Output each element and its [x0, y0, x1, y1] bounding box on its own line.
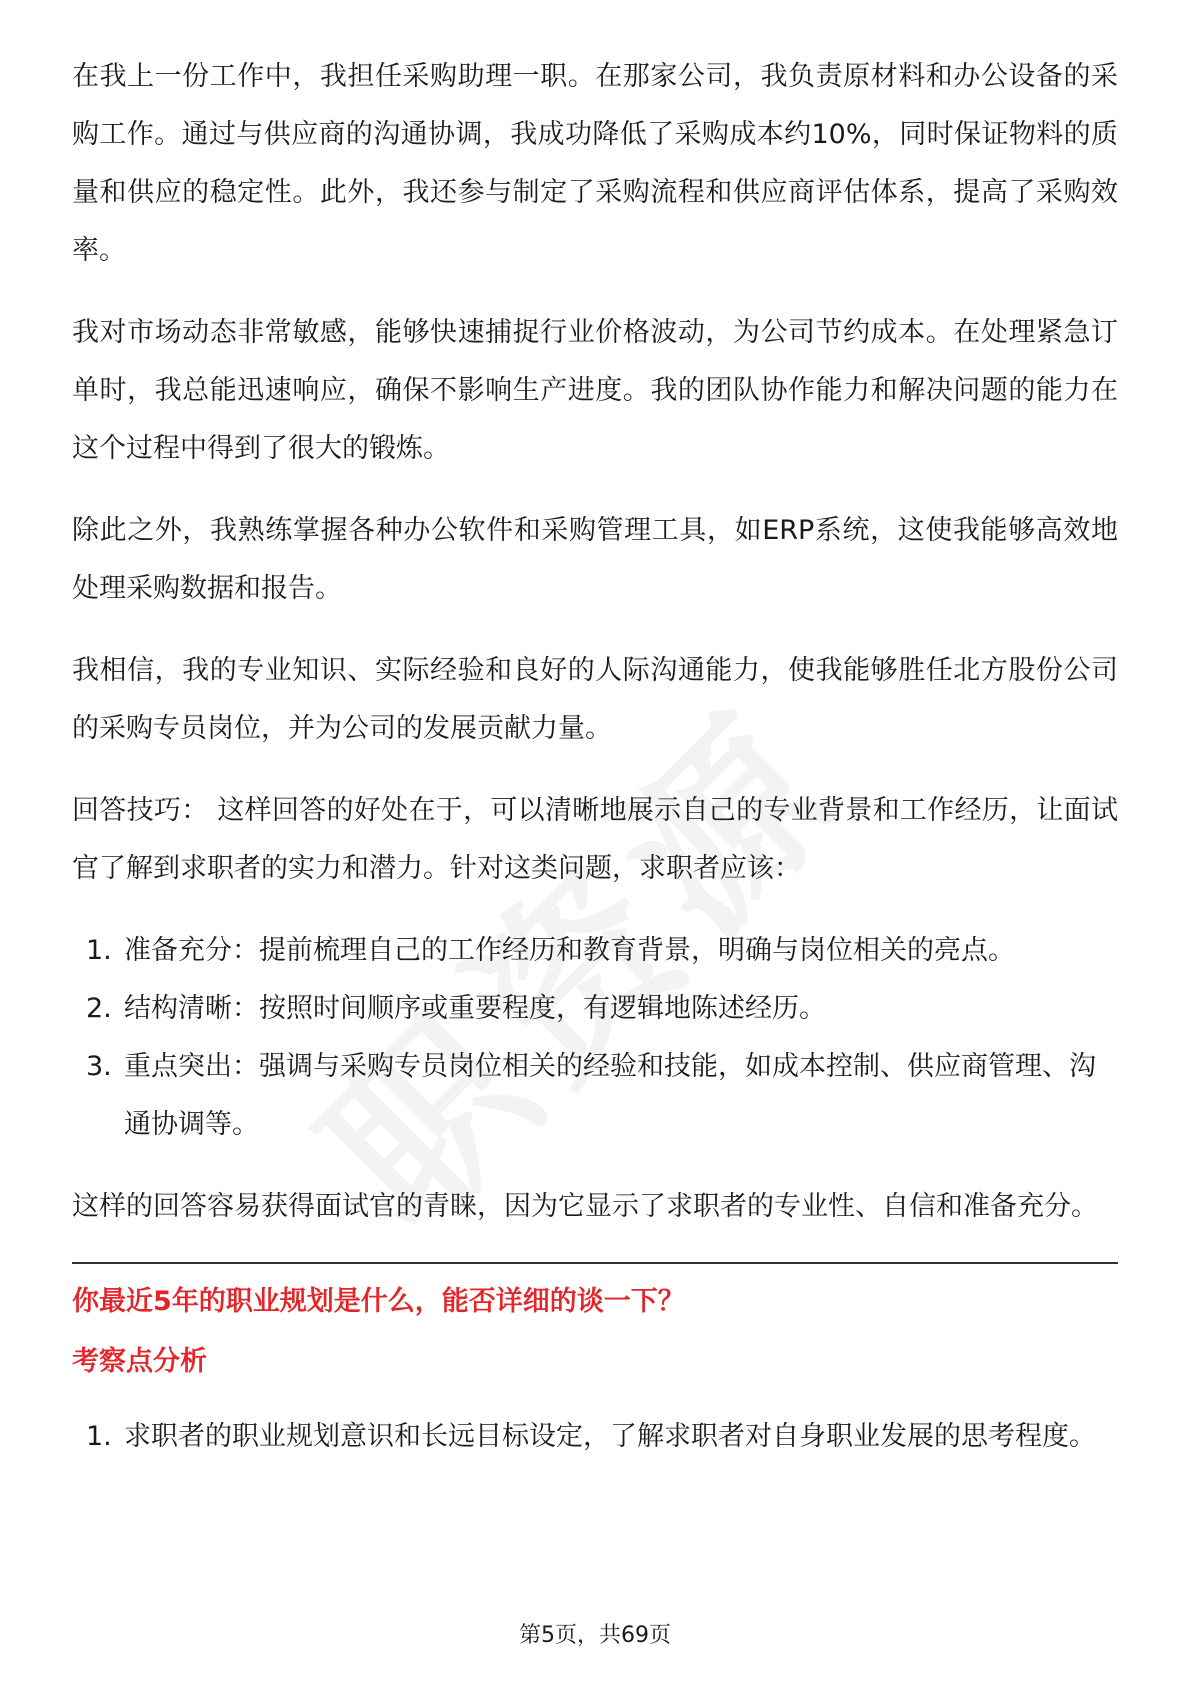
list-item	[72, 1038, 1118, 1154]
list-text: 重点突出：强调与采购专员岗位相关的经验和技能，如成本控制、供应商管理、沟通协调等。	[124, 1051, 1096, 1140]
list-item	[72, 1408, 1118, 1466]
list-number: 1.	[86, 935, 112, 966]
list-number: 2.	[86, 993, 112, 1024]
paragraph-answer-tips: 回答技巧： 这样回答的好处在于，可以清晰地展示自己的专业背景和工作经历，让面试官了解到求职者的实力和潜力。针对这类问题，求职者应该：	[72, 795, 1118, 884]
list-text: 求职者的职业规划意识和长远目标设定，了解求职者对自身职业发展的思考程度。	[124, 1421, 1096, 1452]
tips-list	[72, 922, 1118, 1154]
paragraph-skills: 除此之外，我熟练掌握各种办公软件和采购管理工具，如ERP系统，这使我能够高效地处理采购数据和报告。	[72, 515, 1118, 604]
paragraph-experience: 在我上一份工作中，我担任采购助理一职。在那家公司，我负责原材料和办公设备的采购工作。通过与供应商的沟通协调，我成功降低了采购成本约10%，同时保证物料的质量和供应的稳定性。此外，我还参与制定了采购流程和供应商评估体系，提高了采购效率。	[72, 61, 1118, 266]
paragraph-conclusion: 我相信，我的专业知识、实际经验和良好的人际沟通能力，使我能够胜任北方股份公司的采购专员岗位，并为公司的发展贡献力量。	[72, 655, 1118, 744]
section-divider	[72, 1262, 1118, 1264]
question-heading: 你最近5年的职业规划是什么，能否详细的谈一下？	[72, 1286, 685, 1317]
list-number: 1.	[86, 1421, 112, 1452]
section-title: 考察点分析	[72, 1346, 207, 1377]
page-footer: 第5页，共69页	[519, 1623, 671, 1648]
analysis-list	[72, 1408, 1118, 1466]
document-page	[72, 48, 1118, 1490]
paragraph-closing: 这样的回答容易获得面试官的青睐，因为它显示了求职者的专业性、自信和准备充分。	[72, 1191, 1098, 1222]
list-text: 结构清晰：按照时间顺序或重要程度，有逻辑地陈述经历。	[124, 993, 826, 1024]
list-item	[72, 980, 1118, 1038]
list-number: 3.	[86, 1051, 112, 1082]
list-text: 准备充分：提前梳理自己的工作经历和教育背景，明确与岗位相关的亮点。	[124, 935, 1015, 966]
paragraph-market: 我对市场动态非常敏感，能够快速捕捉行业价格波动，为公司节约成本。在处理紧急订单时，我总能迅速响应，确保不影响生产进度。我的团队协作能力和解决问题的能力在这个过程中得到了很大的锻炼。	[72, 317, 1118, 464]
list-item	[72, 922, 1118, 980]
